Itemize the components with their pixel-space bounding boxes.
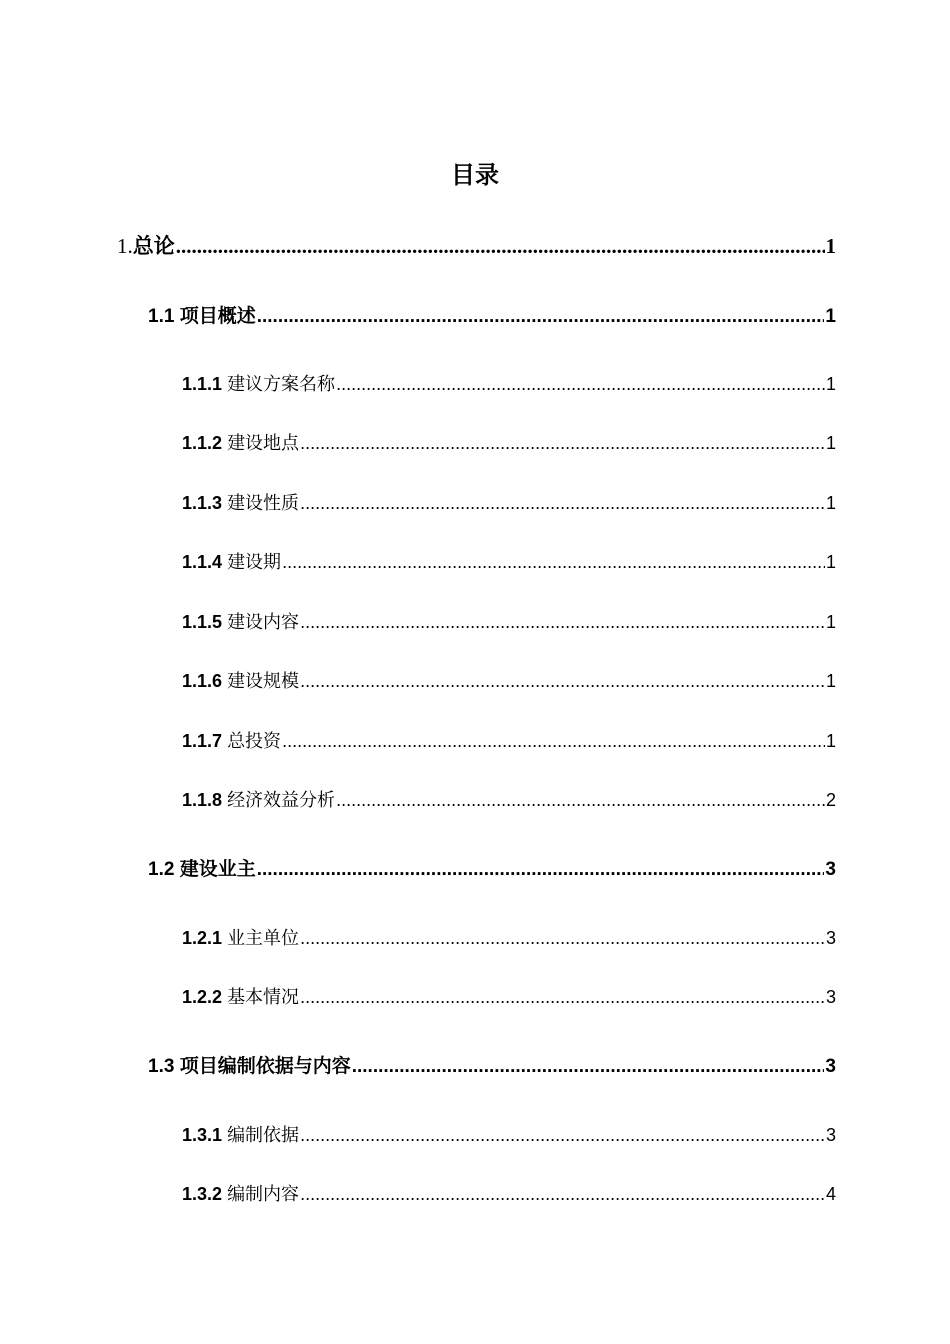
toc-entry-page: 3 xyxy=(825,1125,836,1145)
toc-entry-chapter-1[interactable] xyxy=(117,230,836,260)
toc-entry-number: 1.1.2 xyxy=(182,433,223,453)
toc-entry-text: 建设内容 xyxy=(227,612,300,632)
toc-entry-number: 1.1.7 xyxy=(182,731,223,751)
toc-entry-text: 建设性质 xyxy=(227,493,300,513)
toc-entry-1-1-7[interactable] xyxy=(182,727,836,753)
toc-entry-number: 1.2.1 xyxy=(182,928,223,948)
toc-entry-page: 4 xyxy=(825,1184,836,1204)
toc-entry-text: 项目概述 xyxy=(179,306,256,327)
toc-entry-text: 项目编制依据与内容 xyxy=(179,1056,351,1077)
toc-entry-number: 1.3.1 xyxy=(182,1125,223,1145)
toc-leader-dots xyxy=(300,433,825,453)
toc-title: 目录 xyxy=(451,162,499,189)
toc-entry-text: 业主单位 xyxy=(227,928,300,948)
toc-entry-number: 1.1 xyxy=(148,306,175,327)
toc-entry-section-1-2[interactable] xyxy=(148,854,836,881)
toc-entry-section-1-3[interactable] xyxy=(148,1051,836,1078)
toc-entry-1-1-4[interactable] xyxy=(182,548,836,574)
toc-entry-text: 建设地点 xyxy=(227,433,300,453)
toc-entry-text: 总论 xyxy=(132,234,175,258)
toc-entry-text: 编制内容 xyxy=(227,1184,300,1204)
toc-entry-1-1-6[interactable] xyxy=(182,667,836,693)
toc-entry-page: 1 xyxy=(825,731,836,751)
toc-entry-section-1-1[interactable] xyxy=(148,301,836,328)
toc-entry-page: 1 xyxy=(825,493,836,513)
toc-entry-page: 1 xyxy=(825,374,836,394)
toc-leader-dots xyxy=(300,671,825,691)
toc-entry-text: 建设规模 xyxy=(227,671,300,691)
toc-entry-page: 3 xyxy=(825,1056,836,1077)
toc-entry-number: 1. xyxy=(117,234,133,258)
toc-leader-dots xyxy=(282,552,825,572)
toc-entry-number: 1.3.2 xyxy=(182,1184,223,1204)
toc-entry-page: 3 xyxy=(825,987,836,1007)
toc-entry-1-2-1[interactable] xyxy=(182,924,836,950)
toc-entry-text: 建设期 xyxy=(227,552,282,572)
toc-entry-page: 1 xyxy=(825,612,836,632)
toc-entry-page: 1 xyxy=(825,433,836,453)
toc-entry-page: 3 xyxy=(825,928,836,948)
toc-entry-1-1-3[interactable] xyxy=(182,489,836,515)
toc-leader-dots xyxy=(300,612,825,632)
toc-entry-1-1-8[interactable] xyxy=(182,786,836,812)
toc-entry-number: 1.1.8 xyxy=(182,790,223,810)
toc-entry-number: 1.2 xyxy=(148,859,175,880)
toc-leader-dots xyxy=(300,493,825,513)
toc-entry-number: 1.1.1 xyxy=(182,374,223,394)
toc-entry-page: 2 xyxy=(825,790,836,810)
toc-entry-page: 1 xyxy=(825,306,836,327)
toc-leader-dots xyxy=(300,987,825,1007)
toc-entry-text: 总投资 xyxy=(227,731,282,751)
toc-entry-1-3-2[interactable] xyxy=(182,1180,836,1206)
toc-leader-dots xyxy=(176,234,825,257)
toc-leader-dots xyxy=(300,1125,825,1145)
toc-entry-number: 1.1.6 xyxy=(182,671,223,691)
toc-leader-dots xyxy=(300,1184,825,1204)
toc-entry-number: 1.2.2 xyxy=(182,987,223,1007)
toc-entry-text: 建设业主 xyxy=(179,859,256,880)
toc-leader-dots xyxy=(257,859,825,880)
toc-entry-page: 1 xyxy=(825,552,836,572)
toc-entry-1-3-1[interactable] xyxy=(182,1121,836,1147)
toc-entry-text: 编制依据 xyxy=(227,1125,300,1145)
toc-entry-page: 3 xyxy=(825,859,836,880)
toc-leader-dots xyxy=(336,374,825,394)
toc-leader-dots xyxy=(336,790,825,810)
toc-leader-dots xyxy=(282,731,825,751)
toc-entry-text: 建议方案名称 xyxy=(227,374,336,394)
toc-leader-dots xyxy=(257,306,825,327)
toc-entry-page: 1 xyxy=(825,234,836,258)
toc-entry-number: 1.3 xyxy=(148,1056,175,1077)
toc-entry-number: 1.1.3 xyxy=(182,493,223,513)
toc-entry-1-2-2[interactable] xyxy=(182,983,836,1009)
toc-entry-text: 基本情况 xyxy=(227,987,300,1007)
toc-entry-1-1-5[interactable] xyxy=(182,608,836,634)
toc-entry-text: 经济效益分析 xyxy=(227,790,336,810)
toc-entry-page: 1 xyxy=(825,671,836,691)
toc-entry-number: 1.1.5 xyxy=(182,612,223,632)
toc-leader-dots xyxy=(300,928,825,948)
toc-leader-dots xyxy=(352,1056,825,1077)
toc-entry-1-1-2[interactable] xyxy=(182,429,836,455)
toc-entry-1-1-1[interactable] xyxy=(182,370,836,396)
toc-entry-number: 1.1.4 xyxy=(182,552,223,572)
